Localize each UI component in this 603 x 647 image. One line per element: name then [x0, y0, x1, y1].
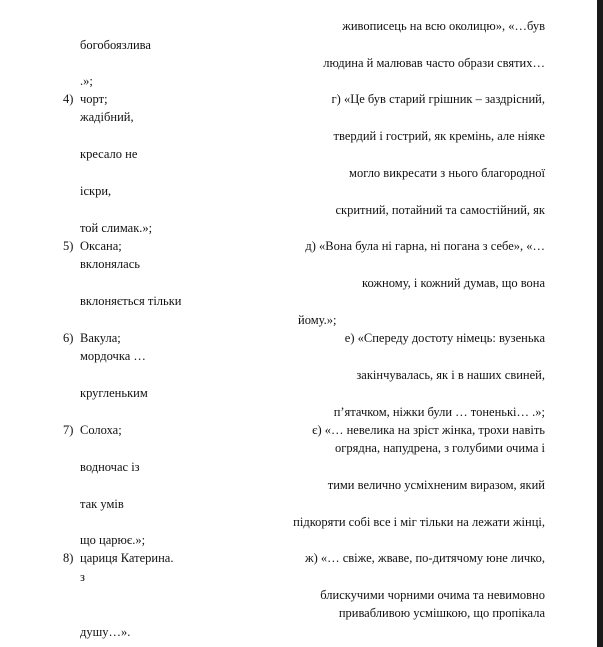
right-line: тими велично усміхненим виразом, який — [327, 478, 545, 492]
left-line: богобоязлива — [80, 38, 151, 52]
right-line: скритний, потайний та самостійний, як — [335, 203, 545, 217]
right-line: блискучими чорними очима та невимовно — [320, 588, 545, 602]
left-line: так умів — [80, 497, 124, 511]
right-line: закінчувалась, як і в наших свиней, — [356, 368, 545, 382]
item-number: 5) — [63, 239, 74, 253]
right-line: д) «Вона була ні гарна, ні погана з себе», «… — [305, 239, 545, 253]
right-line: могло викресати з нього благородної — [349, 166, 545, 180]
right-line: огрядна, напудрена, з голубими очима і — [334, 441, 545, 455]
left-line: Оксана; — [80, 239, 122, 253]
left-line: з — [80, 570, 85, 584]
left-line: що царює.»; — [80, 533, 146, 547]
right-line: привабливою усмішкою, що пропікала — [338, 606, 545, 620]
right-line: людина й малював часто образи святих… — [323, 56, 545, 70]
right-line: є) «… невелика на зріст жінка, трохи навіть — [312, 423, 545, 437]
left-line: Солоха; — [80, 423, 122, 437]
left-line: жадібний, — [80, 110, 134, 124]
item-number: 7) — [63, 423, 74, 437]
left-line: кресало не — [80, 147, 138, 161]
item-number: 8) — [63, 551, 74, 565]
left-line: той слимак.»; — [80, 221, 153, 235]
left-line: .»; — [80, 74, 93, 88]
left-line: кругленьким — [80, 386, 148, 400]
right-line: твердий і гострий, як кремінь, але ніяке — [333, 129, 545, 143]
item-number: 4) — [63, 92, 74, 106]
right-line: живописець на всю околицю», «…був — [342, 19, 545, 33]
page-edge-border — [597, 0, 603, 647]
right-line: кожному, і кожний думав, що вона — [362, 276, 545, 290]
left-line: душу…». — [80, 625, 131, 639]
right-line: підкоряти собі все і міг тільки на лежати жінці, — [293, 515, 545, 529]
item-number: 6) — [63, 331, 74, 345]
right-line: г) «Це був старий грішник – заздрісний, — [331, 92, 545, 106]
right-line: ж) «… свіже, жваве, по-дитячому юне личко, — [304, 551, 545, 565]
right-line: е) «Спереду достоту німець: вузенька — [344, 331, 545, 345]
left-line: вклонялась — [80, 257, 140, 271]
left-line: цариця Катерина. — [80, 551, 174, 565]
left-line: водночас із — [80, 460, 140, 474]
left-line: чорт; — [80, 92, 108, 106]
right-line: йому.»; — [298, 313, 337, 327]
left-line: вклоняється тільки — [80, 294, 182, 308]
left-line: мордочка … — [80, 349, 146, 363]
left-line: іскри, — [80, 184, 112, 198]
left-line: Вакула; — [80, 331, 121, 345]
right-line: п’ятачком, ніжки були … тоненькі… .»; — [333, 405, 545, 419]
